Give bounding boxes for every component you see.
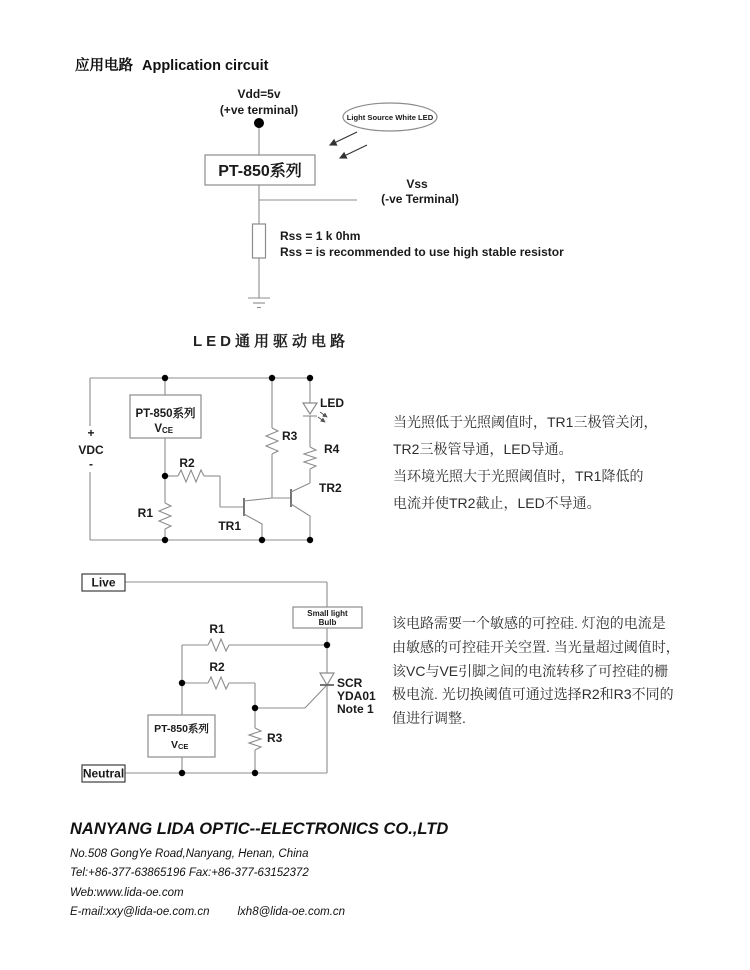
resistor-r2-icon bbox=[178, 470, 204, 482]
rss-note-label: Rss = is recommended to use high stable resistor bbox=[280, 245, 564, 259]
live-label: Live bbox=[91, 575, 116, 590]
scr-model-label: YDA01 bbox=[337, 689, 376, 703]
r3-label: R3 bbox=[282, 429, 298, 443]
tr1-label: TR1 bbox=[218, 519, 241, 533]
vdd-node-dot bbox=[254, 118, 264, 128]
resistor-r1-icon bbox=[159, 503, 171, 529]
page-title-en: Application circuit bbox=[142, 58, 269, 74]
resistor-r1-icon bbox=[208, 639, 229, 651]
company-address: No.508 GongYe Road,Nanyang, Henan, China bbox=[70, 848, 309, 860]
description-line: TR2三极管导通，LED导通。 bbox=[393, 441, 573, 457]
resistor-r2-icon bbox=[208, 677, 229, 689]
vss-label: Vss bbox=[406, 177, 428, 191]
resistor-r3-icon bbox=[266, 428, 278, 454]
description-line: 当光照低于光照阈值时，TR1三极管关闭， bbox=[393, 414, 658, 430]
r4-label: R4 bbox=[324, 442, 340, 456]
page-title-zh: 应用电路 bbox=[75, 58, 133, 74]
company-name: NANYANG LIDA OPTIC--ELECTRONICS CO.,LTD bbox=[70, 820, 449, 838]
description-line: 值进行调整. bbox=[392, 710, 466, 727]
vdd-label: Vdd=5v bbox=[237, 87, 281, 101]
circuit1-schematic bbox=[60, 80, 580, 335]
vdd-terminal-label: (+ve terminal) bbox=[219, 103, 299, 117]
circuit1-wires bbox=[259, 128, 357, 298]
circuit3-schematic bbox=[75, 565, 405, 795]
scr-note-label: Note 1 bbox=[337, 702, 374, 716]
device-label: PT-850系列 bbox=[218, 163, 302, 180]
r1-label: R1 bbox=[209, 622, 225, 636]
resistor-r3-icon bbox=[249, 728, 261, 750]
neutral-label: Neutral bbox=[82, 766, 125, 781]
vss-terminal-label: (-ve Terminal) bbox=[381, 192, 459, 206]
ground-icon bbox=[248, 298, 270, 308]
description-line: 由敏感的可控硅开关空置. 当光量超过阈值时， bbox=[392, 638, 680, 655]
r2-label: R2 bbox=[179, 456, 195, 470]
description-line: 该VC与VE引脚之间的电流转移了可控硅的栅 bbox=[392, 662, 669, 679]
device-label: PT-850系列 bbox=[135, 408, 196, 420]
circuit2-schematic bbox=[75, 370, 405, 555]
light-arrows-icon bbox=[330, 132, 367, 158]
circuit3-description bbox=[392, 612, 680, 731]
r3-label: R3 bbox=[267, 731, 283, 745]
transistor-tr2-icon bbox=[291, 483, 310, 540]
resistor-rss-icon bbox=[253, 224, 266, 258]
supply-minus-label: - bbox=[89, 457, 93, 471]
vce-sub-label: CE bbox=[178, 742, 189, 751]
vce-label: V bbox=[170, 739, 178, 751]
supply-label: VDC bbox=[78, 443, 104, 457]
description-line: 该电路需要一个敏感的可控硅. 灯泡的电流是 bbox=[392, 615, 666, 631]
led-label: LED bbox=[320, 396, 344, 410]
supply-plus-label: + bbox=[87, 426, 95, 440]
company-web: Web:www.lida-oe.com bbox=[70, 886, 184, 899]
description-line: 极电流. 光切换阈值可通过选择R2和R3不同的 bbox=[392, 686, 674, 703]
r1-label: R1 bbox=[137, 506, 153, 520]
r2-label: R2 bbox=[209, 660, 225, 674]
rss-value-label: Rss = 1 k 0hm bbox=[280, 229, 361, 243]
tr2-label: TR2 bbox=[319, 481, 342, 495]
device-label: PT-850系列 bbox=[154, 723, 209, 735]
scr-label: SCR bbox=[337, 676, 363, 690]
circuit2-description bbox=[393, 409, 657, 517]
company-phone: Tel:+86-377-63865196 Fax:+86-377-63152372 bbox=[70, 867, 309, 880]
light-source-label: Light Source White LED bbox=[346, 113, 434, 122]
scr-icon bbox=[320, 673, 334, 685]
bulb-label-line2: Bulb bbox=[318, 618, 337, 627]
company-email-2: lxh8@lida-oe.com.cn bbox=[237, 905, 346, 918]
light-source-callout bbox=[330, 103, 437, 158]
company-contact-block bbox=[70, 845, 345, 922]
vce-label: V bbox=[154, 423, 162, 435]
vce-sub-label: CE bbox=[162, 426, 174, 435]
resistor-r4-icon bbox=[304, 447, 316, 469]
supply-labels bbox=[78, 426, 104, 471]
description-line: 当环境光照大于光照阈值时，TR1降低的 bbox=[393, 468, 644, 484]
bulb-label-line1: Small light bbox=[307, 609, 348, 618]
page-title bbox=[75, 54, 269, 75]
description-line: 电流并使TR2截止，LED不导通。 bbox=[393, 495, 601, 511]
transistor-tr1-icon bbox=[244, 498, 272, 540]
circuit2-caption: LED通用驱动电路 bbox=[193, 333, 350, 350]
company-email-1: E-mail:xxy@lida-oe.com.cn bbox=[70, 905, 210, 918]
company-email-line bbox=[70, 903, 345, 922]
